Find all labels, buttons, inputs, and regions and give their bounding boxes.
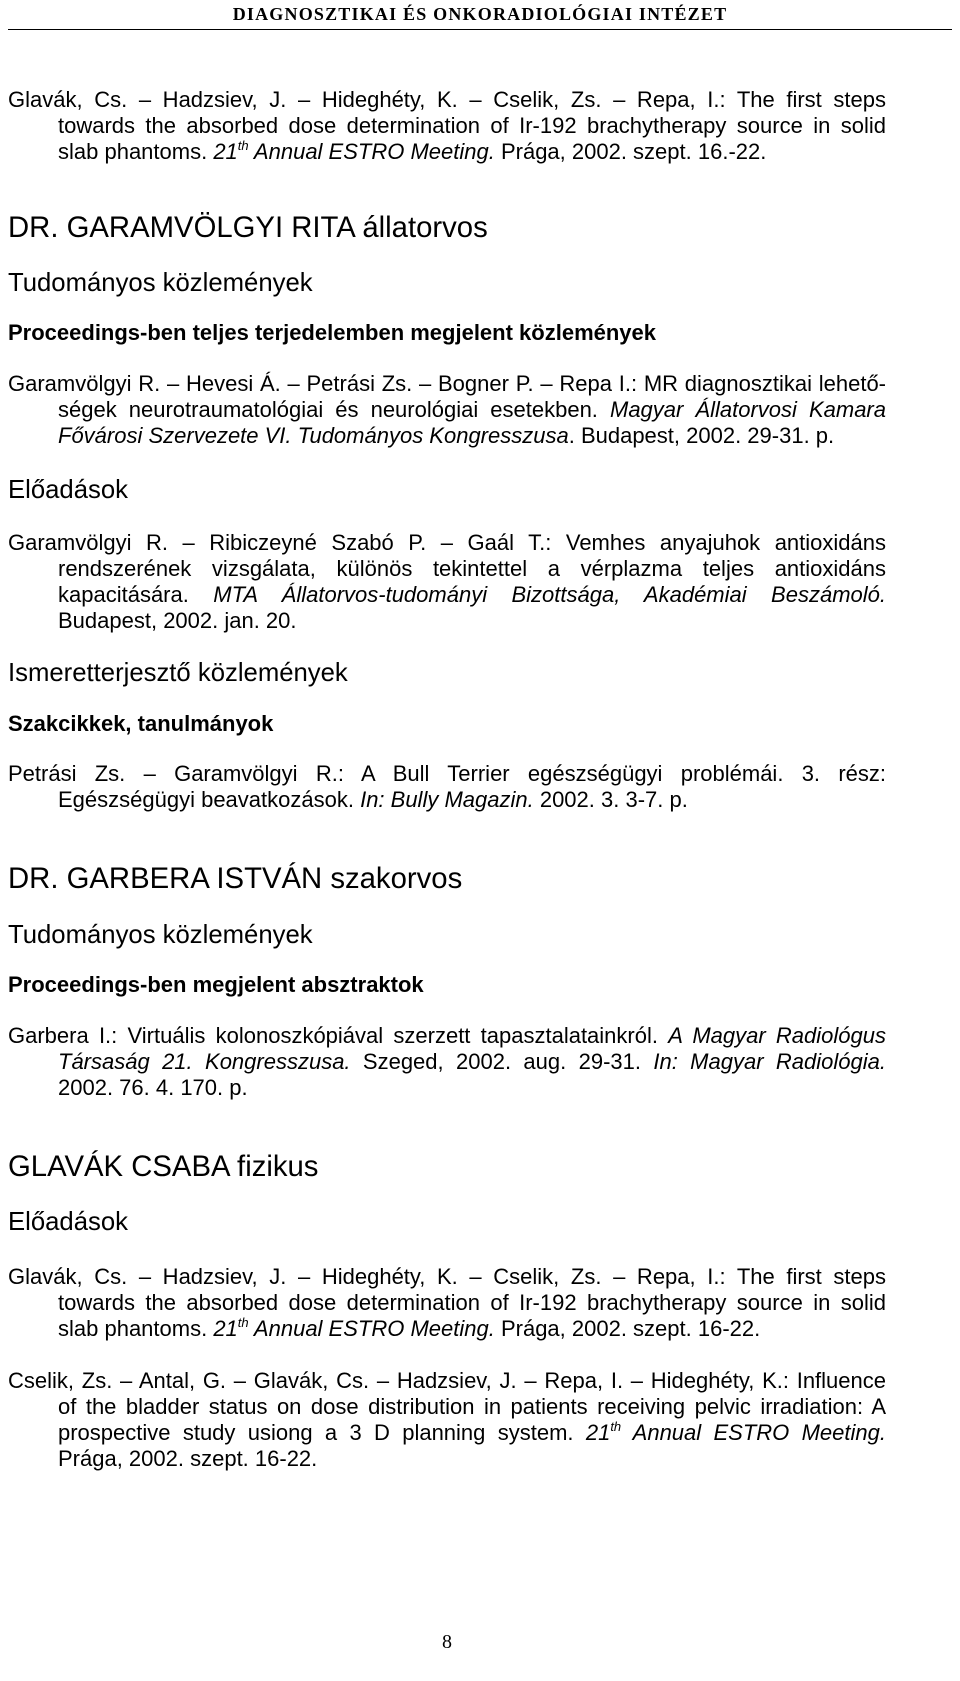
entry-line — [8, 1290, 886, 1316]
publication-entry — [8, 530, 886, 634]
italic-text: 21 — [213, 139, 238, 164]
entry-line — [8, 1394, 886, 1420]
text-run: kapacitására. — [58, 582, 214, 607]
text-run: rendszerének vizsgálata, különös tekintettel a vérplazma teljes antioxidáns — [58, 556, 886, 581]
italic-text: Annual ESTRO Meeting. — [248, 1316, 495, 1341]
text-run: towards the absorbed dose determination of Ir-192 brachytherapy source in solid — [58, 1290, 886, 1315]
subsection-heading: Proceedings-ben megjelent absztraktok — [8, 972, 424, 997]
text-run: Cselik, Zs. – Antal, G. – Glavák, Cs. – Hadzsiev, J. – Repa, I. – Hideghéty, K.: Influence — [8, 1368, 886, 1393]
text-run: Garbera I.: Virtuális kolonoszkópiával szerzett tapasztalatainkról. — [8, 1023, 669, 1048]
superscript-text: th — [610, 1419, 622, 1434]
italic-text: 21 — [213, 1316, 238, 1341]
italic-text: Társaság 21. Kongresszusa. — [58, 1049, 351, 1074]
header-rule — [8, 29, 952, 30]
text-run: towards the absorbed dose determination of Ir-192 brachytherapy source in solid — [58, 113, 886, 138]
italic-text: Magyar Állatorvosi Kamara — [610, 397, 886, 422]
entry-line — [8, 1023, 886, 1049]
text-run: Szeged, 2002. aug. 29-31. — [350, 1049, 654, 1074]
text-run: slab phantoms. — [58, 1316, 214, 1341]
entry-line — [8, 556, 886, 582]
text-run: Garamvölgyi R. – Hevesi Á. – Petrási Zs. – Bogner P. – Repa I.: MR diagnosztikai lehető- — [8, 371, 886, 396]
entry-line — [8, 761, 886, 787]
entry-line — [8, 87, 886, 113]
text-run: Glavák, Cs. – Hadzsiev, J. – Hideghéty, K. – Cselik, Zs. – Repa, I.: The first steps — [8, 1264, 886, 1289]
text-run: Egészségügyi beavatkozások. — [58, 787, 361, 812]
entry-line — [8, 1368, 886, 1394]
entry-line — [8, 423, 886, 449]
text-run: Glavák, Cs. – Hadzsiev, J. – Hideghéty, K. – Cselik, Zs. – Repa, I.: The first steps — [8, 87, 886, 112]
text-run: Budapest, 2002. jan. 20. — [58, 608, 297, 633]
entry-line — [8, 1316, 886, 1342]
entry-line — [8, 787, 886, 813]
italic-text: 21 — [585, 1420, 611, 1445]
text-run: . Budapest, 2002. 29-31. p. — [568, 423, 835, 448]
italic-text: Fővárosi Szervezete VI. Tudományos Kongresszusa — [58, 423, 569, 448]
entry-line — [8, 1420, 886, 1446]
publication-entry — [8, 761, 886, 813]
italic-text: MTA Állatorvos-tudományi Bizottsága, Akadémiai Beszámoló. — [213, 582, 886, 607]
person-name: DR. GARAMVÖLGYI RITA állatorvos — [8, 211, 488, 244]
entry-line — [8, 608, 886, 634]
entry-line — [8, 113, 886, 139]
text-run: prospective study usiong a 3 D planning system. — [58, 1420, 586, 1445]
text-run: slab phantoms. — [58, 139, 214, 164]
italic-text: A Magyar Radiológus — [668, 1023, 886, 1048]
text-run: 2002. 3. 3-7. p. — [533, 787, 688, 812]
publication-entry — [8, 371, 886, 449]
entry-line — [8, 397, 886, 423]
page-number: 8 — [442, 1631, 452, 1653]
italic-text: Annual ESTRO Meeting. — [621, 1420, 886, 1445]
section-heading: Ismeretterjesztő közlemények — [8, 659, 348, 687]
section-heading: Tudományos közlemények — [8, 921, 313, 949]
publication-entry — [8, 87, 886, 165]
italic-text: In: Bully Magazin. — [360, 787, 534, 812]
text-run: 2002. 76. 4. 170. p. — [58, 1075, 248, 1100]
italic-text: In: Magyar Radiológia. — [653, 1049, 886, 1074]
text-run: Prága, 2002. szept. 16.-22. — [494, 139, 767, 164]
publication-entry — [8, 1368, 886, 1472]
entry-line — [8, 1049, 886, 1075]
text-run: Garamvölgyi R. – Ribiczeyné Szabó P. – Gaál T.: Vemhes anyajuhok antioxidáns — [8, 530, 886, 555]
subsection-heading: Szakcikkek, tanulmányok — [8, 711, 274, 736]
entry-line — [8, 371, 886, 397]
publication-entry — [8, 1023, 886, 1101]
institute-name: DIAGNOSZTIKAI ÉS ONKORADIOLÓGIAI INTÉZET — [232, 4, 728, 24]
section-heading: Tudományos közlemények — [8, 269, 313, 297]
text-run: Petrási Zs. – Garamvölgyi R.: A Bull Terrier egészségügyi problémái. 3. rész: — [8, 761, 886, 786]
person-name: DR. GARBERA ISTVÁN szakorvos — [8, 862, 463, 895]
text-run: of the bladder status on dose distribution in patients receiving pelvic irradiation: A — [58, 1394, 886, 1419]
entry-line — [8, 1075, 886, 1101]
superscript-text: th — [237, 1315, 249, 1330]
publication-entry — [8, 1264, 886, 1342]
entry-line — [8, 139, 886, 165]
entry-line — [8, 582, 886, 608]
entry-line — [8, 1264, 886, 1290]
section-heading: Előadások — [8, 1208, 128, 1236]
text-run: Prága, 2002. szept. 16-22. — [58, 1446, 318, 1471]
entry-line — [8, 530, 886, 556]
text-run: ségek neurotraumatológiai és neurológiai esetekben. — [58, 397, 610, 422]
italic-text: Annual ESTRO Meeting. — [248, 139, 495, 164]
text-run: Prága, 2002. szept. 16-22. — [494, 1316, 761, 1341]
superscript-text: th — [237, 138, 249, 153]
person-name: GLAVÁK CSABA fizikus — [8, 1150, 319, 1183]
section-heading: Előadások — [8, 476, 128, 504]
entry-line — [8, 1446, 886, 1472]
subsection-heading: Proceedings-ben teljes terjedelemben megjelent közlemények — [8, 320, 657, 345]
